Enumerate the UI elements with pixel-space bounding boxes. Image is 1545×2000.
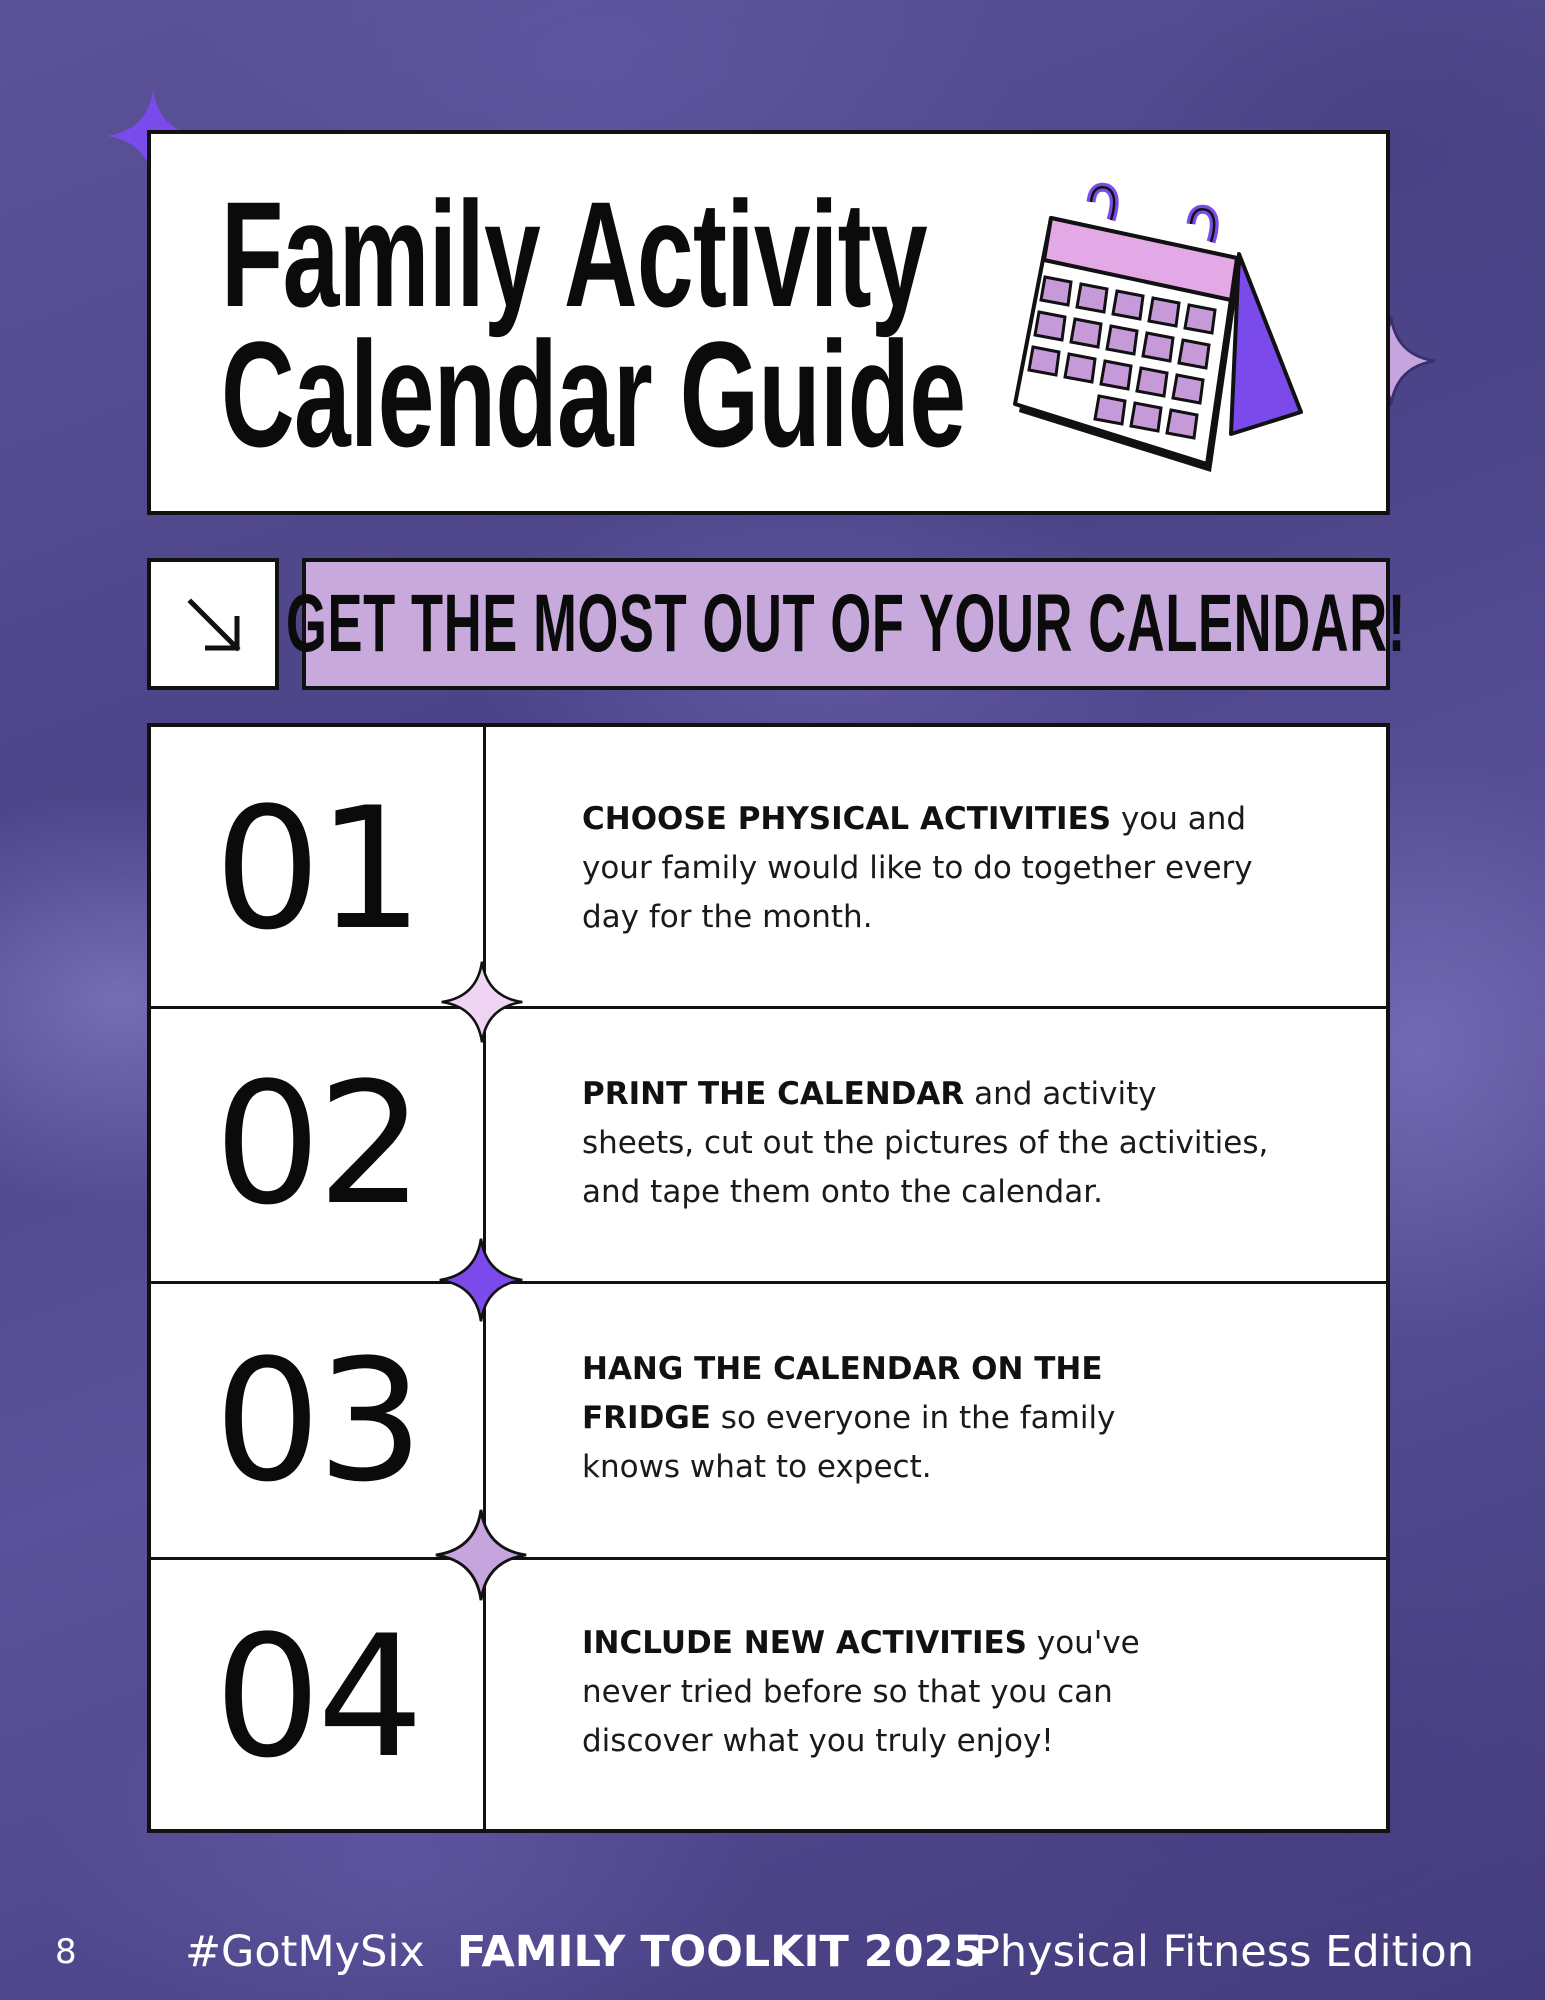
arrow-down-right-icon bbox=[151, 562, 275, 686]
page-title-line1: Family Activity bbox=[221, 170, 927, 338]
step-heading: PRINT THE CALENDAR bbox=[582, 1076, 965, 1112]
footer bbox=[0, 1922, 1545, 1982]
banner-text: GET THE MOST OUT OF YOUR CALENDAR! bbox=[286, 578, 1406, 669]
steps-list bbox=[147, 723, 1390, 1833]
list-item bbox=[151, 1006, 1386, 1281]
step-heading: CHOOSE PHYSICAL ACTIVITIES bbox=[582, 801, 1112, 837]
step-description bbox=[582, 1619, 1222, 1766]
step-heading: INCLUDE NEW ACTIVITIES bbox=[582, 1625, 1027, 1661]
step-heading: HANG THE CALENDAR ON THE FRIDGE bbox=[582, 1351, 1103, 1436]
arrow-box bbox=[147, 558, 279, 690]
sparkle-icon bbox=[438, 1237, 524, 1323]
sparkle-icon bbox=[434, 1508, 528, 1602]
step-description bbox=[582, 1345, 1182, 1492]
page-number: 8 bbox=[55, 1932, 77, 1972]
calendar-icon bbox=[1011, 174, 1311, 484]
step-number: 01 bbox=[214, 771, 420, 967]
edition-label: Physical Fitness Edition bbox=[974, 1927, 1474, 1977]
step-number: 04 bbox=[214, 1599, 420, 1795]
step-body: you've never tried before so that you can discover what you truly enjoy! bbox=[582, 1625, 1140, 1759]
page-title-line2: Calendar Guide bbox=[221, 310, 966, 478]
sparkle-icon bbox=[440, 960, 524, 1044]
section-banner bbox=[286, 558, 1406, 690]
list-item bbox=[151, 1557, 1386, 1833]
toolkit-title: FAMILY TOOLKIT 2025 bbox=[457, 1927, 984, 1977]
step-number: 03 bbox=[214, 1323, 420, 1519]
step-number: 02 bbox=[214, 1046, 420, 1242]
list-item bbox=[151, 1281, 1386, 1557]
step-description bbox=[582, 795, 1262, 942]
step-body: and activity sheets, cut out the pictures of the activities, and tape them onto the calendar. bbox=[582, 1076, 1269, 1210]
list-item bbox=[151, 727, 1386, 1006]
step-body: so everyone in the family knows what to expect. bbox=[582, 1400, 1116, 1485]
step-body: you and your family would like to do together every day for the month. bbox=[582, 801, 1253, 935]
hashtag: #GotMySix bbox=[185, 1927, 425, 1977]
step-description bbox=[582, 1070, 1272, 1217]
title-card bbox=[147, 130, 1390, 515]
